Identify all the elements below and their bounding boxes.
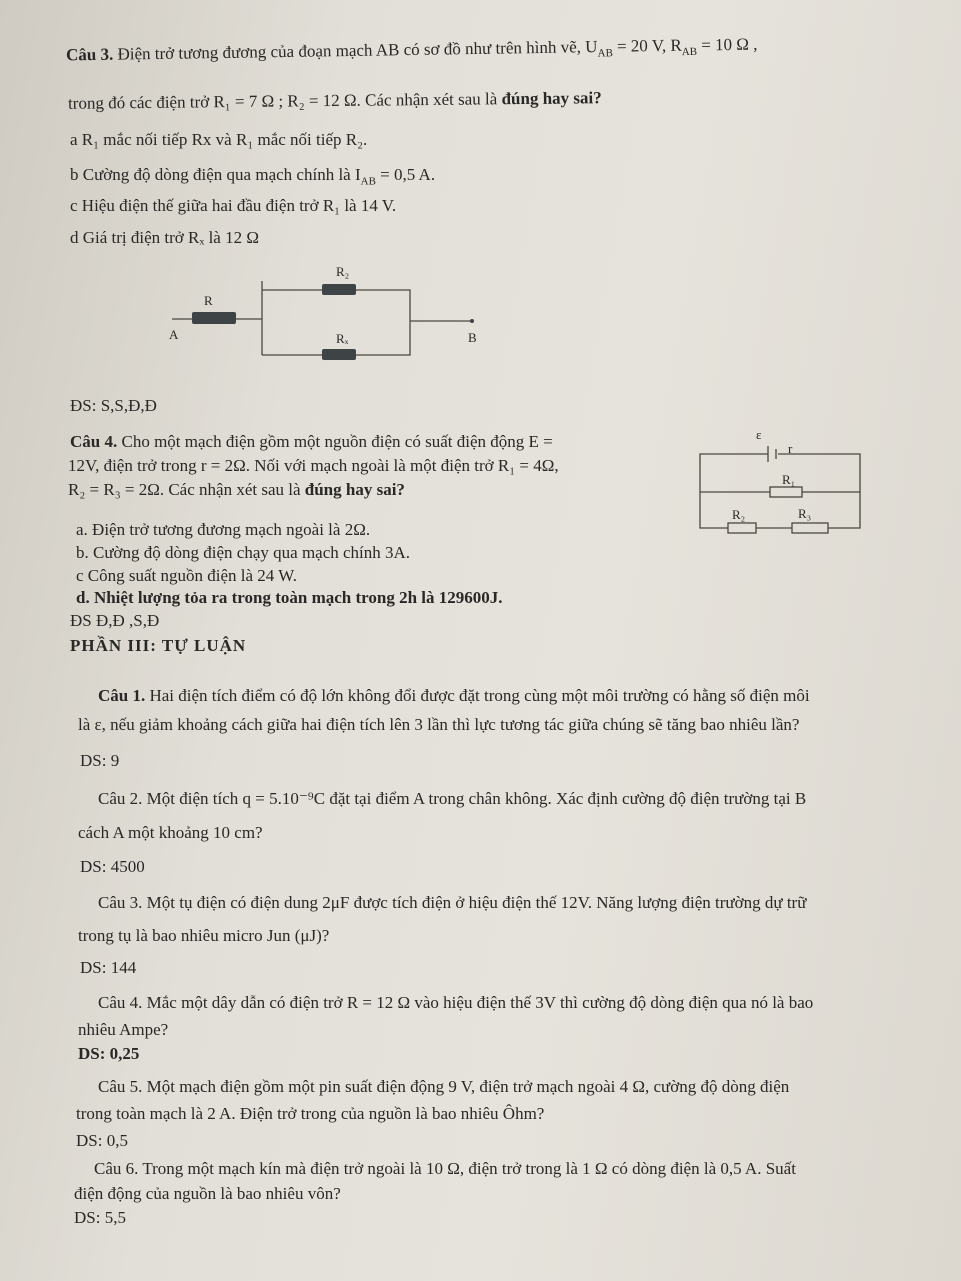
tl5-header: Câu 5.: [98, 1077, 143, 1096]
q3-option-b-end: = 0,5 A.: [375, 165, 436, 184]
tl3-line-2: trong tụ là bao nhiêu micro Jun (μJ)?: [78, 926, 330, 945]
tl6-answer: DS: 5,5: [74, 1208, 126, 1227]
q4-option-a: a. Điện trở tương đương mạch ngoài là 2Ω.: [76, 520, 371, 539]
q3-line2-bold: đúng hay sai?: [501, 88, 602, 109]
q4-wire-right: [778, 454, 860, 528]
q3-eq-u: = 20 V, R: [612, 35, 682, 56]
q3-option-a: a R₁ mắc nối tiếp Rx và R₁ mắc nối tiếp R₂.: [70, 130, 368, 149]
q3-label-rx: Rₓ: [336, 331, 349, 346]
tl1-l1: Hai điện tích điểm có độ lớn không đổi được đặt trong cùng một môi trường có hằng số điện môi: [149, 686, 810, 705]
tl3-header: Câu 3.: [98, 893, 143, 912]
tl6-header: Câu 6.: [94, 1159, 139, 1178]
tl6-l1: Trong một mạch kín mà điện trở ngoài là 10 Ω, điện trở trong là 1 Ω có dòng điện là 0,5 A. Suất: [142, 1159, 796, 1178]
tl5-l1: Một mạch điện gồm một pin suất điện động 9 V, điện trở mạch ngoài 4 Ω, cường độ dòng điện: [146, 1077, 790, 1096]
q4-line3-text: R₂ = R₃ = 2Ω. Các nhận xét sau là: [68, 480, 305, 499]
q4-line-2: 12V, điện trở trong r = 2Ω. Nối với mạch ngoài là một điện trở R₁ = 4Ω,: [68, 456, 559, 475]
tl2-l1: Một điện tích q = 5.10⁻⁹C đặt tại điểm A trong chân không. Xác định cường độ điện trường tại B: [146, 789, 807, 808]
tl2-line-1: [98, 789, 806, 809]
tl5-line-2: trong toàn mạch là 2 A. Điện trở trong của nguồn là bao nhiêu Ôhm?: [76, 1104, 545, 1123]
q3-option-d: d Giá trị điện trở Rₓ là 12 Ω: [70, 228, 259, 247]
part3-title: PHẦN III: TỰ LUẬN: [70, 636, 247, 655]
tl4-line-1: [98, 993, 813, 1013]
tl1-line-2: là ε, nếu giảm khoảng cách giữa hai điện tích lên 3 lần thì lực tương tác giữa chúng sẽ tăng bao nhiêu lần?: [78, 715, 800, 734]
q3-sub-ab: AB: [597, 47, 613, 60]
q4-label-r1: R₁: [782, 472, 796, 487]
tl4-answer: DS: 0,25: [78, 1044, 140, 1063]
q4-header: Câu 4.: [70, 432, 118, 451]
tl6-line-2: điện động của nguồn là bao nhiêu vôn?: [74, 1184, 341, 1203]
q3-option-b-sub: AB: [360, 175, 376, 188]
tl4-header: Câu 4.: [98, 993, 143, 1012]
q4-label-r2: R₂: [732, 507, 746, 522]
q4-resistor-r2: [728, 523, 756, 533]
q4-option-c: c Công suất nguồn điện là 24 W.: [76, 566, 297, 585]
tl4-line-2: nhiêu Ampe?: [78, 1020, 169, 1039]
q3-sub-ab-2: AB: [681, 45, 698, 59]
q3-header-text: Điện trở tương đương của đoạn mạch AB có sơ đồ như trên hình vẽ, U: [117, 37, 598, 64]
tl3-line-1: [98, 893, 806, 913]
q4-line3-bold: đúng hay sai?: [304, 480, 405, 499]
q3-option-b-text: b Cường độ dòng điện qua mạch chính là I: [70, 165, 361, 184]
q3-line2-text: trong đó các điện trở R₁ = 7 Ω ; R₂ = 12 Ω. Các nhận xét sau là: [67, 89, 502, 113]
tl5-answer: DS: 0,5: [76, 1131, 128, 1150]
q4-resistor-r3: [792, 523, 828, 533]
tl1-line-1: [98, 686, 810, 706]
tl2-line-2: cách A một khoảng 10 cm?: [78, 823, 263, 842]
q3-eq-r: = 10 Ω ,: [696, 34, 758, 55]
tl3-l1: Một tụ điện có điện dung 2μF được tích điện ở hiệu điện thế 12V. Năng lượng điện trường dự trữ: [146, 893, 807, 912]
q4-resistor-r1: [770, 487, 802, 497]
q4-line1-text: Cho một mạch điện gồm một nguồn điện có suất điện động E =: [121, 432, 553, 451]
tl4-l1: Mắc một dây dẫn có điện trở R = 12 Ω vào hiệu điện thế 3V thì cường độ dòng điện qua nó là bao: [146, 993, 814, 1012]
tl1-answer: DS: 9: [80, 751, 120, 770]
q3-label-b: B: [468, 330, 477, 345]
tl2-answer: DS: 4500: [80, 857, 145, 876]
q3-label-a: A: [169, 327, 179, 342]
q4-label-r: r: [788, 441, 793, 456]
q4-label-e: ε: [756, 427, 762, 442]
q4-label-r3: R₃: [798, 506, 812, 521]
q3-label-r1: R: [204, 293, 213, 308]
q3-answer: ĐS: S,S,Đ,Đ: [70, 396, 157, 415]
q4-option-d: d. Nhiệt lượng tỏa ra trong toàn mạch trong 2h là 129600J.: [76, 588, 503, 607]
tl1-header: Câu 1.: [98, 686, 146, 705]
q4-option-b: b. Cường độ dòng điện chạy qua mạch chính 3A.: [76, 543, 411, 562]
tl5-line-1: [98, 1077, 789, 1097]
q3-label-r2: R₂: [336, 264, 350, 279]
q4-answer: ĐS Đ,Đ ,S,Đ: [70, 611, 160, 630]
tl3-answer: DS: 144: [80, 958, 137, 977]
tl6-line-1: [94, 1159, 796, 1179]
q3-header: Câu 3.: [65, 44, 114, 65]
q3-option-c: c Hiệu điện thế giữa hai đầu điện trở R₁ là 14 V.: [70, 196, 397, 215]
tl2-header: Câu 2.: [98, 789, 143, 808]
